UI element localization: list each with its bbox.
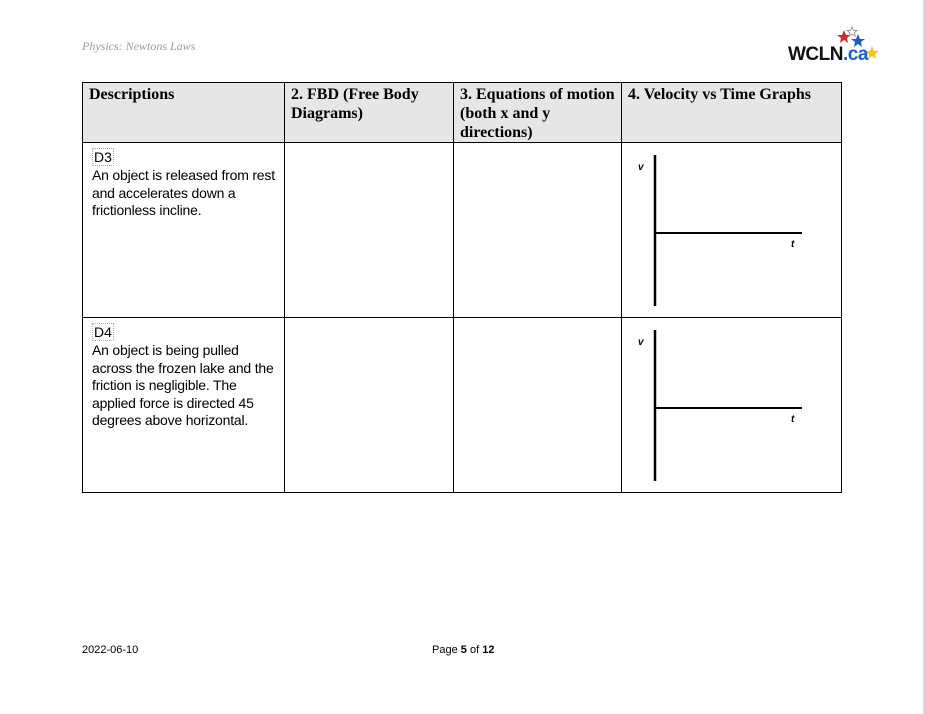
- graph-v-label: v: [638, 162, 644, 173]
- description-cell: [83, 318, 285, 493]
- table-header-row: [83, 83, 842, 143]
- logo-suffix-text: .ca: [842, 44, 868, 65]
- column-header-descriptions: Descriptions: [83, 83, 285, 143]
- graph-v-label: v: [638, 337, 644, 348]
- equations-answer-cell[interactable]: [454, 143, 622, 318]
- column-header-equations: 3. Equations of motion (both x and y directions): [454, 83, 622, 143]
- logo-main-text: WCLN: [788, 44, 843, 65]
- graph-t-label: t: [791, 414, 795, 425]
- page-current: 5: [460, 644, 467, 656]
- document-header-title: Physics: Newtons Laws: [82, 39, 196, 53]
- footer-page-number: [432, 644, 494, 656]
- page-of: of: [469, 644, 480, 656]
- column-header-fbd: 2. FBD (Free Body Diagrams): [285, 83, 454, 143]
- description-cell: [83, 143, 285, 318]
- graph-t-label: t: [791, 239, 795, 250]
- velocity-time-graph: [622, 318, 840, 487]
- wcln-logo: [788, 26, 883, 70]
- page-total: 12: [482, 644, 495, 656]
- description-id: D3: [94, 149, 112, 165]
- footer-date: 2022-06-10: [82, 644, 139, 656]
- velocity-graph-cell[interactable]: [622, 318, 842, 493]
- page-prefix: Page: [432, 644, 458, 656]
- velocity-time-graph: [622, 143, 840, 312]
- column-header-graphs: 4. Velocity vs Time Graphs: [622, 83, 842, 143]
- description-text: An object is being pulled across the frozen lake and the friction is negligible. The applied force is directed 45 degrees above horizontal.: [92, 342, 274, 428]
- fbd-answer-cell[interactable]: [285, 318, 454, 493]
- table-row: [83, 143, 842, 318]
- table-row: [83, 318, 842, 493]
- description-id: D4: [94, 324, 112, 340]
- worksheet-table: [82, 82, 842, 493]
- fbd-answer-cell[interactable]: [285, 143, 454, 318]
- velocity-graph-cell[interactable]: [622, 143, 842, 318]
- description-text: An object is released from rest and accelerates down a frictionless incline.: [92, 167, 275, 218]
- equations-answer-cell[interactable]: [454, 318, 622, 493]
